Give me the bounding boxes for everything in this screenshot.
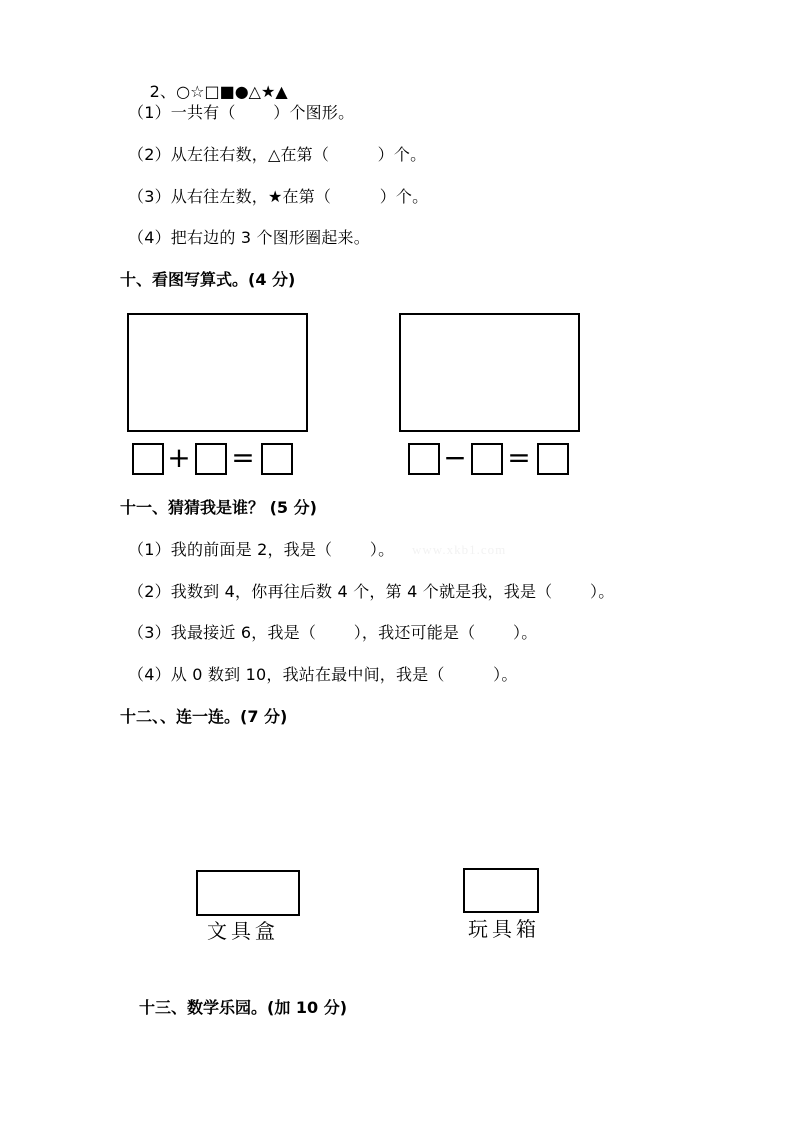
answer-box-addend-2[interactable] [195, 443, 227, 475]
question-11-item-3: （3）我最接近 6，我是（ ），我还可能是（ ）。 [128, 623, 538, 642]
question-2-item-2: （2）从左往右数，△在第（ ）个。 [128, 145, 427, 164]
picture-box-addition [127, 313, 308, 432]
question-11-item-2: （2）我数到 4，你再往后数 4 个，第 4 个就是我，我是（ ）。 [128, 582, 615, 601]
question-11-item-1: （1）我的前面是 2，我是（ ）。 [128, 540, 395, 559]
watermark: www.xkb1.com [412, 542, 507, 557]
section-10-title: 十、看图写算式。(4 分) [120, 270, 296, 289]
answer-box-minuend[interactable] [408, 443, 440, 475]
answer-box-addend-1[interactable] [132, 443, 164, 475]
question-2-header [139, 62, 288, 102]
question-2-label: 2、 [149, 82, 177, 101]
section-13-title: 十三、数学乐园。(加 10 分) [139, 998, 348, 1017]
section-11-title: 十一、猜猜我是谁？ (5 分) [120, 498, 317, 517]
equals-sign: = [231, 441, 255, 474]
section-12-title: 十二、、连一连。(7 分) [120, 707, 288, 726]
minus-sign: − [443, 441, 467, 474]
question-2-item-1: （1）一共有（ ）个图形。 [128, 103, 355, 122]
picture-box-subtraction [399, 313, 580, 432]
question-11-item-4: （4）从 0 数到 10，我站在最中间，我是（ ）。 [128, 665, 518, 684]
answer-box-sum[interactable] [261, 443, 293, 475]
answer-box-difference[interactable] [537, 443, 569, 475]
question-2-item-3: （3）从右往左数，★在第（ ）个。 [128, 187, 429, 206]
question-2-item-4: （4）把右边的 3 个图形圈起来。 [128, 228, 370, 247]
shape-sequence: ○☆□■●△★▲ [176, 82, 288, 101]
stationery-box-figure [196, 870, 300, 916]
equals-sign: = [507, 441, 531, 474]
stationery-box-label: 文具盒 [207, 919, 279, 943]
toy-box-label: 玩具箱 [468, 917, 540, 941]
answer-box-subtrahend[interactable] [471, 443, 503, 475]
toy-box-figure [463, 868, 539, 913]
plus-sign: + [167, 441, 191, 474]
